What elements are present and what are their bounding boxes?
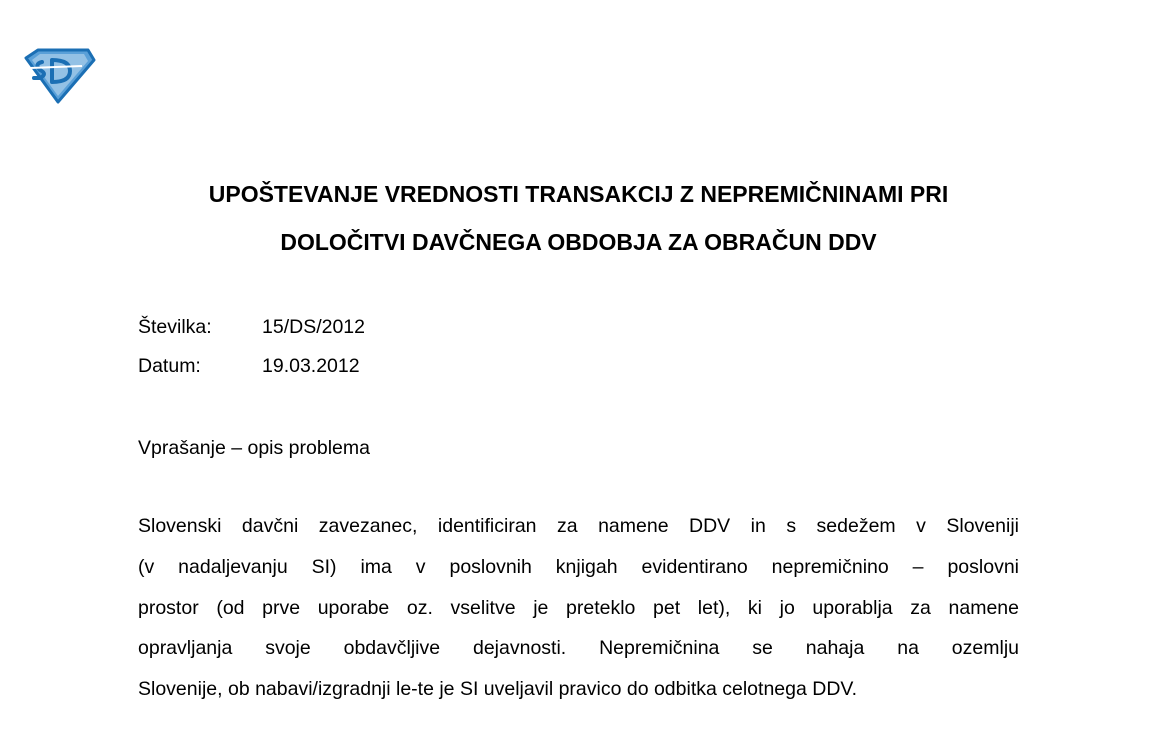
paragraph-line: Slovenski davčni zavezanec, identificiran za namene DDV in s sedežem v Sloveniji [138,515,1019,537]
paragraph-line: Slovenije, ob nabavi/izgradnji le-te je SI uveljavil pravico do odbitka celotnega DDV. [138,678,858,700]
paragraph-line: opravljanja svoje obdavčljive dejavnosti. Nepremičnina se nahaja na ozemlju [138,637,1019,659]
date-value: 19.03.2012 [262,355,360,377]
shield-logo-icon [22,48,96,104]
paragraph-line: (v nadaljevanju SI) ima v poslovnih knjigah evidentirano nepremičnino – poslovni [138,556,1019,578]
document-title-line-1: UPOŠTEVANJE VREDNOSTI TRANSAKCIJ Z NEPREMIČNINAMI PRI [208,181,949,207]
meta-row-number [138,315,365,339]
document-title-line-2: DOLOČITVI DAVČNEGA OBDOBJA ZA OBRAČUN DDV [280,229,877,255]
paragraph-line: prostor (od prve uporabe oz. vselitve je preteklo pet let), ki jo uporablja za namene [138,597,1019,619]
date-label: Datum: [138,355,201,377]
company-logo [22,48,96,104]
section-heading: Vprašanje – opis problema [138,437,370,459]
number-value: 15/DS/2012 [262,316,365,338]
number-label: Številka: [138,316,212,338]
meta-row-date [138,354,360,378]
